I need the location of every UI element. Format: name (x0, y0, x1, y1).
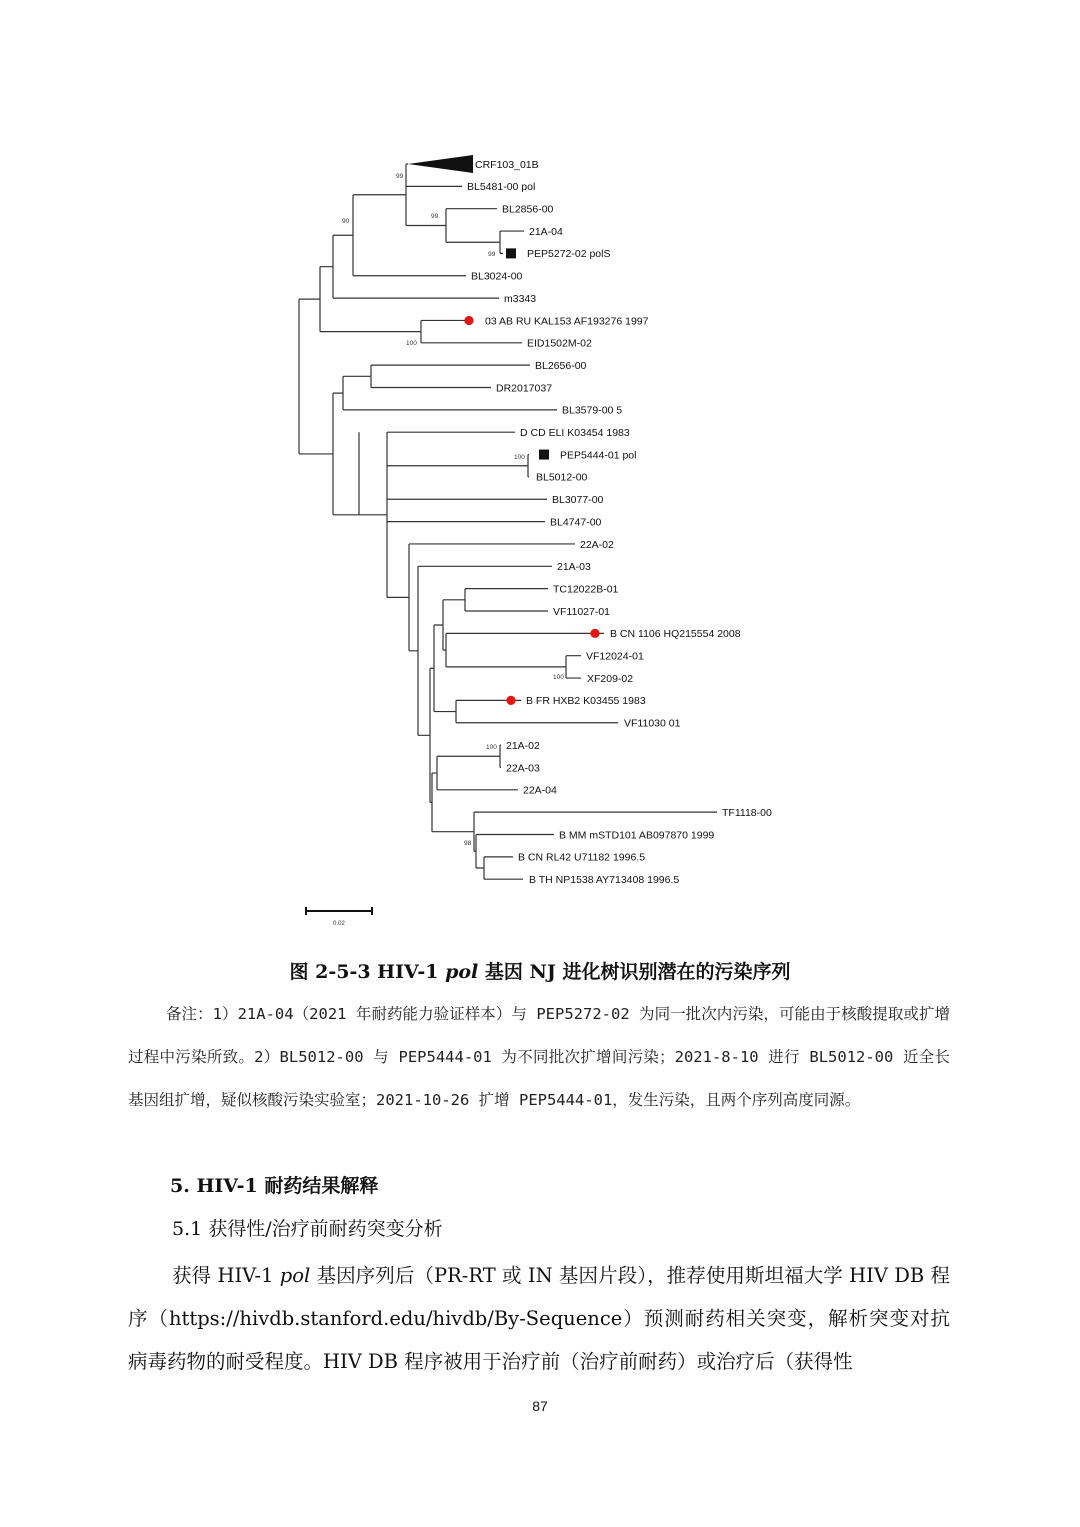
bootstrap-label: 99 (396, 173, 404, 180)
leaf-label: B CN 1106 HQ215554 2008 (610, 628, 741, 641)
subsection-title: 5.1 获得性/治疗前耐药突变分析 (172, 1218, 443, 1240)
leaf-label: 22A-02 (580, 538, 614, 551)
leaf-label: 21A-02 (506, 739, 540, 752)
leaf-label: D CD ELI K03454 1983 (520, 427, 630, 439)
leaf-label: VF11027-01 (553, 605, 611, 618)
scale-bar-label: 0.02 (333, 921, 345, 927)
leaf-label: PEP5272-02 polS (527, 248, 611, 261)
bootstrap-label: 100 (406, 340, 417, 347)
leaf-label: B CN RL42 U71182 1996.5 (518, 851, 646, 864)
body-paragraph: 获得 HIV-1 pol 基因序列后（PR-RT 或 IN 基因片段），推荐使用斯坦福大学 HIV DB 程序（https://hivdb.stanford.edu/hivdb/By-Sequence）预测耐药相关突变，解析突变对抗病毒药物的耐受程度。HIV DB 程序被用于治疗前（治疗前耐药）或治疗后（获得性 (128, 1264, 950, 1373)
leaf-label: BL5012-00 (536, 471, 588, 484)
leaf-label: B FR HXB2 K03455 1983 (526, 695, 646, 708)
bootstrap-label: 100 (486, 744, 497, 751)
leaf-label: 21A-04 (529, 225, 563, 238)
collapsed-clade-triangle (408, 155, 473, 173)
leaf-labels (467, 159, 772, 886)
figure-note: 备注：1）21A-04（2021 年耐药能力验证样本）与 PEP5272-02 为同一批次内污染，可能由于核酸提取或扩增过程中污染所致。2）BL5012-00 与 PEP5444-01 为不同批次扩增间污染；2021-8-10 进行 BL5012-00 近全长基因组扩增，疑似核酸污染实验室；2021-10-26 扩增 PEP5444-01，发生污染，且两个序列高度同源。 (128, 1005, 950, 1109)
leaf-label: XF209-02 (587, 672, 634, 685)
leaf-label: m3343 (504, 292, 537, 305)
black-square-marker (539, 450, 549, 460)
red-circle-marker (590, 629, 599, 638)
red-circle-marker (464, 316, 473, 325)
leaf-label: PEP5444-01 pol (560, 449, 637, 462)
leaf-label: DR2017037 (496, 382, 553, 395)
leaf-label: B MM mSTD101 AB097870 1999 (559, 829, 715, 842)
bootstrap-label: 99 (488, 251, 496, 258)
page-number: 87 (532, 1398, 548, 1414)
bootstrap-label: 99 (431, 213, 439, 220)
leaf-label: BL3077-00 (552, 494, 604, 507)
leaf-label: 21A-03 (557, 561, 591, 574)
leaf-label: BL3024-00 (471, 270, 523, 283)
red-circle-marker (506, 696, 515, 705)
leaf-label: BL4747-00 (550, 516, 602, 529)
scale-bar (306, 907, 372, 927)
leaf-label: VF11030 01 (624, 717, 681, 730)
leaf-label: TC12022B-01 (553, 583, 619, 596)
leaf-label: TF1118-00 (722, 806, 772, 819)
bootstrap-label: 98 (464, 840, 472, 847)
bootstrap-label: 90 (342, 218, 350, 225)
black-square-marker (506, 248, 516, 258)
bootstrap-label: 100 (553, 674, 564, 681)
leaf-label: BL5481-00 pol (467, 181, 536, 194)
leaf-label: EID1502M-02 (527, 337, 592, 350)
leaf-label: VF12024-01 (586, 650, 644, 663)
leaf-label: B TH NP1538 AY713408 1996.5 (529, 874, 680, 886)
leaf-label: BL3579-00 5 (562, 404, 623, 417)
leaf-label: 22A-04 (523, 784, 557, 797)
leaf-label: 03 AB RU KAL153 AF193276 1997 (485, 315, 649, 328)
leaf-label: BL2656-00 (535, 359, 587, 372)
section-title: 5. HIV-1 耐药结果解释 (170, 1175, 379, 1197)
bootstrap-label: 100 (514, 454, 525, 461)
leaf-label: BL2856-00 (502, 203, 554, 216)
leaf-label: 22A-03 (506, 762, 540, 775)
leaf-label: CRF103_01B (475, 158, 539, 171)
figure-caption: 图 2-5-3 HIV-1 pol 基因 NJ 进化树识别潜在的污染序列 (289, 961, 791, 983)
